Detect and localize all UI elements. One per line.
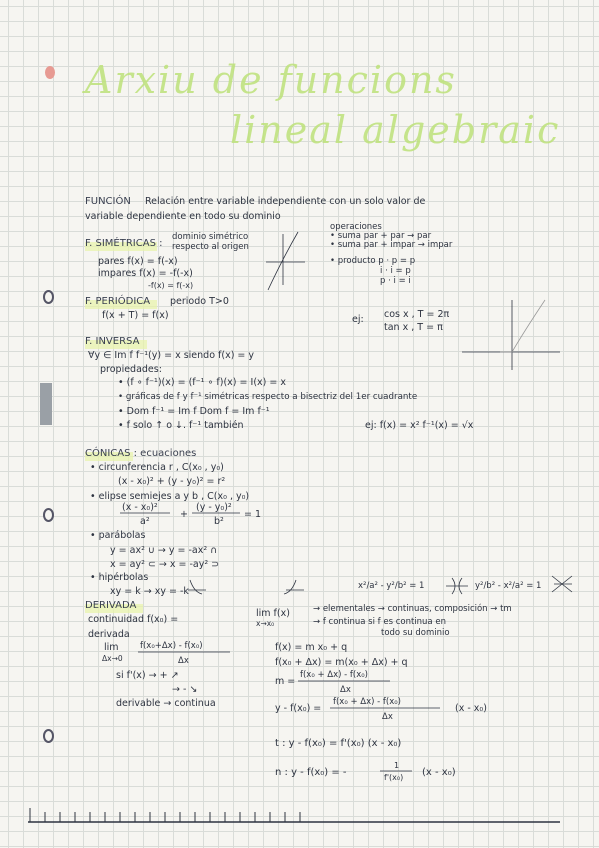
- periodica-formula: f(x + T) = f(x): [102, 310, 169, 321]
- elipse-num-1: (x - x₀)²: [122, 502, 158, 513]
- parabola-eq-2: x = ay² ⊂ → x = -ay² ⊃: [110, 559, 220, 570]
- section-label-inversa: F. INVERSA: [85, 336, 140, 347]
- derivada-continuidad-lim: lim f(x): [256, 608, 290, 619]
- simetricas-impares-2: -f(x) = f(-x): [148, 281, 194, 290]
- conicas-hiperbolas: • hipérbolas: [90, 572, 149, 583]
- derivada-note: todo su dominio: [381, 628, 450, 638]
- periodica-ej: ej:: [352, 314, 364, 325]
- inversa-property: • Dom f⁻¹ = Im f Dom f = Im f⁻¹: [118, 406, 270, 417]
- section-label-derivada: DERIVADA: [85, 600, 137, 611]
- operaciones-item: • producto p · p = p: [330, 256, 416, 266]
- inversa-properties-title: propiedades:: [100, 364, 162, 375]
- recta-eq-2: f(x₀ + Δx) = m(x₀ + Δx) + q: [275, 657, 408, 668]
- periodica-desc: periodo T>0: [170, 296, 229, 307]
- page-title-line-1: Arxiu de funcions: [85, 58, 457, 102]
- derivada-title: derivada: [88, 629, 130, 640]
- simetricas-pares: pares f(x) = f(-x): [98, 256, 178, 267]
- operaciones-title: operaciones: [330, 222, 382, 232]
- funcion-text-1: Relación entre variable independiente con un solo valor de: [145, 196, 426, 207]
- derivada-lim-den: Δx: [178, 656, 189, 666]
- inversa-property: • f solo ↑ o ↓. f⁻¹ también: [118, 420, 244, 431]
- recta-y-den: Δx: [382, 712, 393, 722]
- section-label-simetricas: F. SIMÉTRICAS :: [85, 238, 163, 249]
- operaciones-item: • suma par + par → par: [330, 231, 432, 241]
- conicas-parabolas: • parábolas: [90, 530, 146, 541]
- derivada-continuidad-sub: x→x₀: [256, 619, 275, 628]
- recta-m-label: m =: [275, 676, 296, 687]
- simetricas-desc-2: respecto al origen: [172, 242, 249, 252]
- parabola-eq-1: y = ax² ∪ → y = -ax² ∩: [110, 545, 218, 556]
- recta-y-rhs: (x - x₀): [455, 703, 487, 714]
- operaciones-item: • suma par + impar → impar: [330, 240, 453, 250]
- section-label-conicas: CÓNICAS : ecuaciones: [85, 448, 197, 459]
- elipse-den-1: a²: [140, 516, 150, 527]
- elipse-plus: +: [180, 509, 188, 520]
- normal-eq: n : y - f(x₀) = -: [275, 767, 347, 778]
- periodica-tan: tan x , T = π: [384, 322, 443, 333]
- derivada-sign-2: → - ↘: [172, 684, 198, 695]
- section-label-periodica: F. PERIÓDICA: [85, 296, 151, 307]
- periodica-cos: cos x , T = 2π: [384, 309, 450, 320]
- derivada-sign-1: si f'(x) → + ↗: [116, 670, 179, 681]
- simetricas-impares: impares f(x) = -f(-x): [98, 268, 193, 279]
- conicas-circunferencia: • circunferencia r , C(x₀ , y₀): [90, 462, 224, 473]
- operaciones-item: i · i = p: [380, 266, 411, 276]
- hiperbola-eq-1: xy = k → xy = -k: [110, 586, 189, 597]
- tangente-eq: t : y - f(x₀) = f'(x₀) (x - x₀): [275, 738, 402, 749]
- operaciones-item: p · i = i: [380, 276, 411, 286]
- recta-y-label: y - f(x₀) =: [275, 703, 322, 714]
- elipse-num-2: (y - y₀)²: [196, 502, 232, 513]
- derivada-continuidad: continuidad f(x₀) =: [88, 614, 179, 625]
- funcion-text-2: variable dependiente en todo su dominio: [85, 211, 281, 222]
- hiperbola-eq-3: y²/b² - x²/a² = 1: [475, 581, 542, 591]
- recta-m-den: Δx: [340, 685, 351, 695]
- hiperbola-eq-2: x²/a² - y²/b² = 1: [358, 581, 425, 591]
- derivada-lim-num: f(x₀+Δx) - f(x₀): [140, 641, 203, 651]
- conicas-circunferencia-eq: (x - x₀)² + (y - y₀)² = r²: [118, 476, 226, 487]
- derivada-lim-sub: Δx→0: [102, 654, 123, 663]
- derivable-continua: derivable → continua: [116, 698, 216, 709]
- normal-den: f'(x₀): [384, 773, 404, 782]
- normal-num: 1: [394, 761, 400, 770]
- section-label-funcion: FUNCIÓN: [85, 196, 131, 207]
- recta-m-num: f(x₀ + Δx) - f(x₀): [300, 670, 368, 680]
- inversa-example: ej: f(x) = x² f⁻¹(x) = √x: [365, 420, 474, 431]
- inversa-property: • (f ∘ f⁻¹)(x) = (f⁻¹ ∘ f)(x) = I(x) = x: [118, 377, 286, 388]
- recta-y-num: f(x₀ + Δx) - f(x₀): [333, 697, 401, 707]
- derivada-lim: lim: [104, 642, 119, 653]
- derivada-note: → f continua si f es continua en: [313, 617, 446, 627]
- elipse-eq-rhs: = 1: [244, 509, 262, 520]
- inversa-property: • gráficas de f y f⁻¹ simétricas respecto a bisectriz del 1er cuadrante: [118, 392, 418, 402]
- normal-rhs: (x - x₀): [422, 767, 456, 778]
- simetricas-desc-1: dominio simétrico: [172, 232, 249, 242]
- page-title-line-2: lineal algebraic: [230, 108, 561, 152]
- derivada-note: → elementales → continuas, composición → tm: [313, 604, 512, 614]
- inversa-definition: ∀y ∈ Im f f⁻¹(y) = x siendo f(x) = y: [88, 350, 255, 361]
- elipse-den-2: b²: [214, 516, 224, 527]
- conicas-elipse: • elipse semiejes a y b , C(x₀ , y₀): [90, 491, 250, 502]
- recta-eq-1: f(x) = m x₀ + q: [275, 642, 348, 653]
